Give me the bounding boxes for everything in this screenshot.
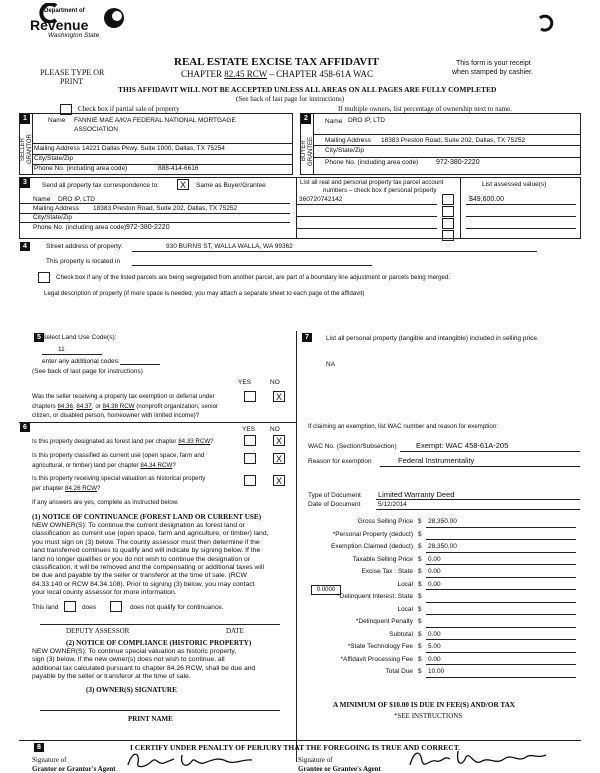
legal-description-label: Legal description of property (if more space is needed, you may attach a separate sheet to each page of the affidavit) — [44, 290, 365, 297]
notice2-title: (2) NOTICE OF COMPLIANCE (HISTORIC PROPERTY) — [66, 639, 252, 647]
logo-line2: Revenue — [30, 17, 89, 33]
segregated-checkbox[interactable] — [38, 272, 50, 283]
fee-value[interactable]: 0.00 — [428, 630, 441, 638]
assessed-header: List assessed value(s) — [482, 181, 547, 188]
notice2-body — [32, 648, 255, 682]
s5-no-header: NO — [270, 379, 280, 386]
fee-label: Subtotal — [389, 630, 413, 638]
fee-label: *Delinquent Interest: State — [337, 593, 413, 600]
fee-dollar-sign: $ — [418, 580, 422, 588]
fee-value[interactable]: 28,350.00 — [428, 518, 457, 525]
exemption-prompt: If claiming an exemption, list WAC number and reason for exemption: — [308, 423, 498, 430]
doc-date-value[interactable]: 5/12/2014 — [378, 501, 407, 508]
this-land-label: This land — [32, 604, 59, 611]
fee-label: Exemption Claimed (deduct) — [330, 543, 413, 550]
rcw-82-45-link[interactable]: 82.45 RCW — [224, 69, 268, 79]
fee-underline — [426, 602, 576, 603]
rcw-84-26-link[interactable]: 84.26 RCW — [65, 485, 98, 492]
buyer-address-value[interactable]: 18383 Preston Road, Suite 202, Dallas, TX 75252 — [381, 137, 526, 144]
corr-name-value[interactable]: DRO IP, LTD — [58, 196, 95, 203]
parcel-personal-checkbox-1[interactable] — [442, 194, 454, 205]
parcel-personal-checkbox-4[interactable] — [442, 230, 454, 241]
s6-q2-line1: Is this property classified as current use (open space, farm and — [32, 452, 205, 459]
same-as-buyer-checkbox[interactable]: X — [177, 179, 189, 190]
corr-address-label: Mailing Address — [33, 205, 79, 212]
parcel-personal-checkbox-2[interactable] — [442, 206, 454, 217]
fee-dollar-sign: $ — [418, 568, 422, 575]
section-8-badge: 8 — [34, 743, 44, 752]
fee-label: *Personal Property (deduct) — [332, 530, 413, 538]
fee-underline — [426, 577, 576, 578]
buyer-phone-label: Phone No. (including area code) — [325, 159, 419, 166]
wac-label: WAC No. (Section/Subsection) — [308, 443, 397, 450]
corner-mark-icon — [537, 14, 555, 32]
please-type: PLEASE TYPE OR — [40, 68, 105, 77]
doc-type-value[interactable]: Limited Warranty Deed — [378, 490, 455, 499]
fee-label: *Delinquent Penalty — [355, 618, 413, 625]
see-instructions: *SEE INSTRUCTIONS — [394, 712, 463, 720]
land-use-value[interactable]: 11 — [58, 346, 65, 353]
section-7-badge: 7 — [302, 333, 312, 342]
s6-q3-line2: per chapter 84.26 RCW? — [32, 485, 101, 492]
see-back: (See back of last page for instructions) — [236, 95, 345, 103]
seller-phone-value[interactable]: 888-414-6616 — [158, 165, 199, 172]
s6-q1-yes-checkbox[interactable] — [244, 435, 256, 446]
grantor-sig-of: Signature of — [32, 756, 67, 764]
fee-underline — [426, 677, 576, 678]
buyer-side-label: BUYER GRANTEE — [301, 136, 314, 166]
fee-value[interactable]: 0.00 — [428, 568, 441, 575]
rcw-84-36-link[interactable]: 84.36 — [57, 403, 73, 410]
parcels-header-2: numbers – check box if personal property — [323, 187, 437, 194]
s5-q1-line3: citizen, or disabled person, homeowner with limited income)? — [32, 412, 200, 419]
street-label: Street address of property: — [46, 243, 123, 250]
s6-q3-line1: Is this property receiving special valuation as historical property — [32, 475, 206, 482]
land-does-not-checkbox[interactable] — [110, 601, 122, 612]
seller-side-label: SELLER GRANTOR — [20, 134, 33, 164]
fee-label: Total Due — [385, 668, 413, 675]
date-label: DATE — [226, 627, 244, 635]
fee-dollar-sign: $ — [418, 530, 422, 538]
fee-underline — [426, 589, 576, 590]
notice1-line: be due and payable by the seller or transferor at the time of sale. (RCW — [32, 572, 247, 580]
section-1-badge: 1 — [20, 114, 30, 124]
segregated-label: Check box if any of the listed parcels are being segregated from another parcel, are part of a boundary line adjustment or parcels being merged. — [56, 274, 451, 281]
if-yes-note: If any answers are yes, complete as instructed below. — [32, 499, 179, 506]
section-4-badge: 4 — [20, 242, 30, 251]
land-use-label: Select Land Use Code(s): — [42, 334, 117, 341]
section-3-badge: 3 — [20, 178, 30, 188]
grantor-signature[interactable] — [122, 749, 272, 773]
fee-underline — [426, 527, 576, 528]
additional-codes-label: enter any additional codes: — [42, 358, 120, 365]
grantee-signature[interactable] — [406, 747, 556, 773]
seller-address-value[interactable]: 14221 Dallas Pkwy. Suite 1000, Dallas, TX 75254 — [82, 145, 225, 152]
fee-label: Local — [397, 605, 413, 613]
notice3-title: (3) OWNER(S) SIGNATURE — [86, 686, 177, 694]
s5-q1-line2: chapters 84.36, 84.37, or 84.38 RCW (nonprofit organization, senior — [32, 403, 219, 410]
notice2-line: additional tax calculated pursuant to chapter 84.26 RCW, shall be due and — [32, 664, 256, 672]
notice2-line: payable by the seller or transferor at the time of sale. — [32, 673, 191, 681]
section-2-badge: 2 — [301, 114, 311, 124]
receipt-note-1: This form is your receipt — [456, 60, 531, 67]
parcels-header-1: List all real and personal property tax parcel account — [300, 179, 444, 186]
s6-q2-yes-checkbox[interactable] — [244, 453, 256, 464]
wac-value[interactable]: Exempt: WAC 458-61A-205 — [416, 441, 509, 450]
grantee-sig-of: Signature of — [298, 756, 333, 764]
s5-q1-no-checkbox[interactable]: X — [273, 391, 285, 402]
s6-no-header: NO — [270, 426, 280, 433]
corr-city-label: City/State/Zip — [33, 214, 73, 221]
fee-dollar-sign: $ — [418, 618, 422, 625]
local-rate-box[interactable]: 0.0000 — [311, 585, 341, 595]
corr-name-label: Name — [33, 196, 51, 203]
fee-underline — [426, 664, 576, 665]
notice1-line: classification as current use (open space, farm and agriculture, or timber) land, — [32, 530, 269, 538]
partial-sale-label: Check box if partial sale of property — [78, 105, 180, 113]
notice2-line: sign (3) below. If the new owner(s) does not wish to continue, all — [32, 656, 225, 664]
fee-dollar-sign: $ — [418, 630, 422, 638]
fee-label: Taxable Selling Price — [352, 555, 413, 563]
seller-name-value[interactable]: FANNIE MAE A/K/A FEDERAL NATIONAL MORTGAGE ASSOCIATION — [74, 117, 236, 133]
s6-q2-no-checkbox[interactable]: X — [273, 453, 285, 464]
fee-underline — [426, 627, 576, 628]
fee-dollar-sign: $ — [418, 543, 422, 550]
corr-phone-value[interactable]: 972-380-2220 — [126, 224, 170, 231]
located-label: This property is located in — [46, 258, 121, 265]
does-label: does — [82, 604, 97, 611]
fee-value[interactable]: 0.00 — [428, 580, 441, 588]
grantee-agent-label: Grantee or Grantee's Agent — [298, 765, 381, 773]
does-not-label: does not qualify for continuance. — [130, 604, 224, 611]
fee-underline — [426, 552, 576, 553]
doc-date-label: Date of Document — [308, 501, 361, 508]
fee-underline — [426, 564, 576, 565]
s5-q1-line1: Was the seller receiving a property tax exemption or deferral under — [32, 393, 215, 400]
notice1-line: 84.33.140 or RCW 84.34.108). Prior to signing (3) below, you may contact — [32, 580, 255, 588]
deputy-assessor-label: DEPUTY ASSESSOR — [66, 627, 130, 635]
dor-logo — [30, 3, 125, 45]
s6-q1-no-checkbox[interactable]: X — [273, 435, 285, 446]
fee-dollar-sign: $ — [418, 655, 422, 663]
fee-value[interactable]: 0.00 — [428, 555, 441, 563]
fee-label: Local — [397, 580, 413, 588]
parcel-number[interactable]: 360720742142 — [299, 196, 343, 203]
rcw-84-33-link[interactable]: 84.33 RCW — [178, 438, 211, 445]
print-label: PRINT — [60, 77, 84, 86]
notice2-line: NEW OWNER(S): To continue special valuation as historic property, — [32, 648, 237, 655]
s5-q1-yes-checkbox[interactable] — [244, 391, 256, 402]
corr-phone-label: Phone No. (including area code) — [33, 224, 127, 231]
fee-label: *Affidavit Processing Fee — [340, 655, 413, 663]
rcw-84-37-link[interactable]: 84.37 — [76, 403, 92, 410]
personal-property-label: List all personal property (tangible and intangible) included in selling price. — [326, 335, 539, 342]
s6-q2-line2: agricultural, or timber) land per chapter 84.34 RCW? — [32, 462, 176, 469]
buyer-address-label: Mailing Address — [325, 137, 371, 144]
fee-value[interactable]: 0.00 — [428, 655, 441, 663]
doc-type-label: Type of Document — [308, 492, 361, 499]
parcel-value[interactable]: $49,600.00 — [469, 196, 505, 203]
dor-emblem-icon — [102, 6, 126, 30]
fee-table — [300, 515, 580, 695]
rcw-84-38-link[interactable]: 84.38 RCW — [102, 403, 135, 410]
seller-phone-label: Phone No. (including area code) — [34, 165, 128, 172]
notice1-body — [32, 522, 269, 598]
section-5-badge: 5 — [34, 333, 44, 342]
buyer-phone-value[interactable]: 972-380-2220 — [436, 159, 480, 166]
logo-line1: Department of — [44, 8, 85, 14]
fee-underline — [426, 652, 576, 653]
buyer-name-label: Name — [325, 118, 343, 125]
notice1-line: land transferred continues to qualify and will indicate by signing below. If the — [32, 547, 261, 555]
section-6-badge: 6 — [20, 423, 30, 432]
s6-q1: Is this property designated as forest land per chapter 84.33 RCW? — [32, 438, 214, 445]
buyer-city-label: City/State/Zip — [325, 147, 365, 154]
s5-see-back: (See back of last page for instructions) — [32, 368, 143, 375]
fee-dollar-sign: $ — [418, 643, 422, 650]
fee-value[interactable]: 28,350.00 — [428, 543, 457, 550]
fee-underline — [426, 539, 576, 540]
rcw-84-34-link[interactable]: 84.34 RCW — [140, 462, 173, 469]
s5-yes-header: YES — [238, 379, 252, 386]
seller-city-label: City/State/Zip — [34, 155, 74, 162]
fee-underline — [426, 614, 576, 615]
s6-q3-no-checkbox[interactable]: X — [273, 475, 285, 486]
fee-label: Gross Selling Price — [357, 518, 413, 525]
fee-value[interactable]: 10.00 — [428, 668, 445, 675]
certify-text: I CERTIFY UNDER PENALTY OF PERJURY THAT THE FOREGOING IS TRUE AND CORRECT. — [130, 743, 461, 752]
fee-value[interactable]: 5.00 — [428, 643, 441, 650]
corr-address-value[interactable]: 18383 Preston Road, Suite 202, Dallas, TX 75252 — [93, 205, 238, 212]
multiple-owners-note: If multiple owners, list percentage of ownership next to name. — [338, 105, 512, 113]
receipt-note-2: when stamped by cashier. — [452, 69, 533, 76]
notice1-line: your local county assessor for more information. — [32, 589, 177, 597]
s6-q3-yes-checkbox[interactable] — [244, 475, 256, 486]
fee-label: *State Technology Fee — [347, 643, 413, 650]
street-value[interactable]: 930 BURNS ST, WALLA WALLA, WA 99362 — [166, 243, 293, 250]
parcel-personal-checkbox-3[interactable] — [442, 218, 454, 229]
notice1-title: (1) NOTICE OF CONTINUANCE (FOREST LAND OR CURRENT USE) — [32, 513, 262, 521]
seller-name-label: Name — [48, 117, 66, 124]
notice1-line: land no longer qualifies or you do not wish to continue the designation or — [32, 555, 251, 563]
reason-label: Reason for exemption — [308, 458, 372, 465]
grantor-agent-label: Grantor or Grantor's Agent — [32, 765, 116, 773]
notice1-line: NEW OWNER(S): To continue the current designation as forest land or — [32, 522, 245, 529]
logo-line3: Washington State — [48, 32, 100, 39]
fee-dollar-sign: $ — [418, 555, 422, 563]
fee-dollar-sign: $ — [418, 668, 422, 675]
fee-label: Excise Tax : State — [361, 568, 413, 575]
fee-dollar-sign: $ — [418, 593, 422, 600]
fee-underline — [426, 639, 576, 640]
minimum-note: A MINIMUM OF $10.00 IS DUE IN FEE(S) AND/OR TAX — [333, 701, 515, 709]
fee-dollar-sign: $ — [418, 518, 422, 525]
form-chapter: CHAPTER 82.45 RCW – CHAPTER 458-61A WAC — [181, 69, 373, 79]
correspondence-label: Send all property tax correspondence to: — [42, 182, 160, 189]
buyer-name-value[interactable]: DRO IP, LTD — [348, 117, 385, 124]
seller-address-label: Mailing Address — [34, 145, 80, 152]
print-name-label: PRINT NAME — [128, 715, 173, 723]
s6-yes-header: YES — [242, 426, 256, 433]
warning-text: THIS AFFIDAVIT WILL NOT BE ACCEPTED UNLESS ALL AREAS ON ALL PAGES ARE FULLY COMPLETED — [118, 85, 497, 94]
fee-dollar-sign: $ — [418, 605, 422, 613]
same-as-buyer-label: Same as Buyer/Grantee — [196, 182, 266, 189]
personal-property-value[interactable]: NA — [326, 361, 336, 368]
reason-value[interactable]: Federal Instrumentality — [398, 456, 475, 465]
land-does-checkbox[interactable] — [64, 601, 76, 612]
form-title: REAL ESTATE EXCISE TAX AFFIDAVIT — [174, 56, 379, 68]
notice1-line: classification, it will be removed and the compensating or additional taxes will — [32, 564, 264, 572]
notice1-line: you must sign on (3) below. The county assessor must then determine if the — [32, 538, 260, 546]
